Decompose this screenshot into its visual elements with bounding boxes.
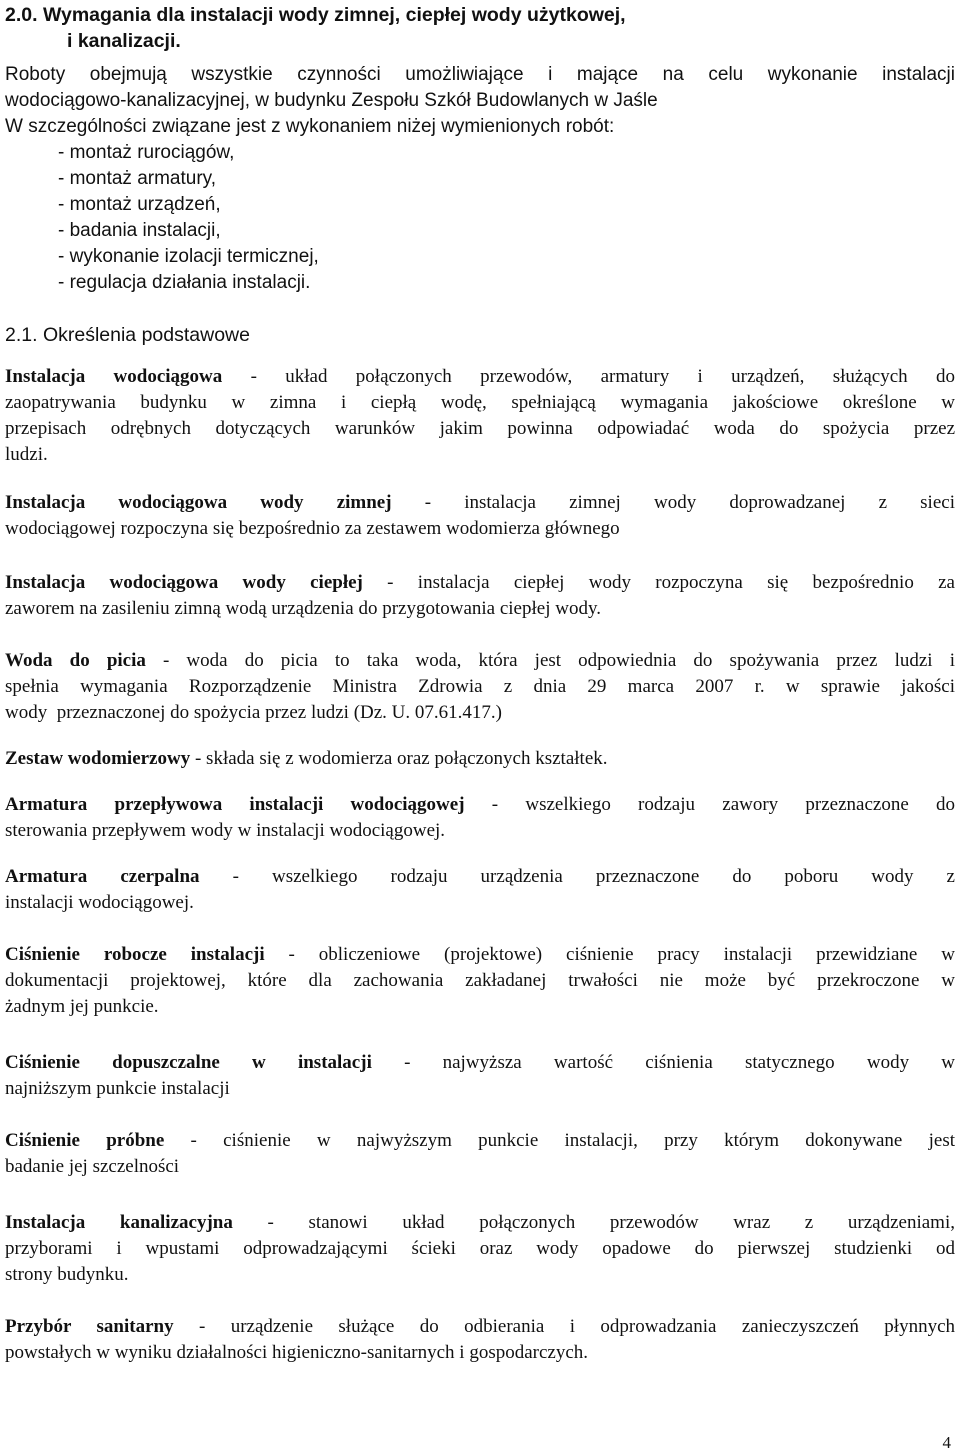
definition-paragraph [5,364,955,468]
definition-line [5,1050,955,1076]
definition-line [5,570,955,596]
definition-line [5,1076,955,1102]
definition-line [5,968,955,994]
works-list-item: - montaż urządzeń, [58,192,955,218]
document-page [5,0,955,1366]
definition-text: instalacji wodociągowej. [5,892,194,913]
definition-line [5,890,955,916]
definition-line [5,792,955,818]
definition-line [5,490,955,516]
definition-line [5,416,955,442]
definition-text: - urządzenie służące do odbierania i odprowadzania zanieczyszczeń płynnych [173,1316,956,1337]
definition-line [5,994,955,1020]
definition-line [5,700,955,726]
definition-line [5,1236,955,1262]
definition-line [5,1262,955,1288]
intro-line: wodociągowo-kanalizacyjnej, w budynku Zespołu Szkół Budowlanych w Jaśle [5,90,658,111]
definition-paragraph [5,864,955,916]
page-number: 4 [942,1433,951,1452]
definition-line [5,674,955,700]
chapter-heading-line-2: i kanalizacji. [67,30,181,52]
definition-text: - woda do picia to taka woda, która jest odpowiednia do spożywania przez ludzi i [145,650,955,671]
definition-text: dokumentacji projektowej, które dla zachowania zakładanej trwałości nie może być przekroczone w [5,970,955,991]
definition-line [5,1314,955,1340]
definition-text: ludzi. [5,444,48,465]
definition-line [5,516,955,542]
definition-paragraph [5,1128,955,1180]
definition-text: - układ połączonych przewodów, armatury i urządzeń, służących do [222,366,955,387]
definition-term: Instalacja wodociągowa wody zimnej [5,492,392,513]
definition-text: spełnia wymagania Rozporządzenie Ministra Zdrowia z dnia 29 marca 2007 r. w sprawie jakości [5,676,955,697]
definition-paragraph [5,792,955,844]
definition-text: badanie jej szczelności [5,1156,180,1177]
definition-term: Armatura czerpalna [5,866,200,887]
definition-line [5,864,955,890]
intro-paragraph [5,62,955,140]
section-title [5,322,955,348]
definition-paragraph [5,648,955,726]
definition-text: - wszelkiego rodzaju zawory przeznaczone do [464,794,955,815]
works-list-item: - montaż rurociągów, [58,140,955,166]
definition-paragraph [5,942,955,1020]
definition-line [5,1128,955,1154]
definition-line [5,648,955,674]
definition-text: wodociągowej rozpoczyna się bezpośrednio za zestawem wodomierza głównego [5,518,620,539]
definition-text: zaopatrywania budynku w zimna i ciepłą wodę, spełniającą wymagania jakościowe określone w [5,392,955,413]
definition-line [5,1210,955,1236]
definition-line [5,390,955,416]
definition-term: Zestaw wodomierzowy [5,748,191,769]
definition-paragraph [5,1210,955,1288]
intro-line: W szczególności związane jest z wykonaniem niżej wymienionych robót: [5,116,615,137]
definition-paragraph [5,746,955,772]
definition-term: Instalacja wodociągowa [5,366,223,387]
definition-text: - składa się z wodomierza oraz połączonych kształtek. [190,748,608,769]
definition-text: przepisach odrębnych dotyczących warunków jakim powinna odpowiadać woda do spożycia przez [5,418,955,439]
definition-term: Ciśnienie próbne [5,1130,165,1151]
definition-line [5,364,955,390]
definition-term: Przybór sanitarny [5,1316,174,1337]
definition-text: - najwyższa wartość ciśnienia statycznego wody w [371,1052,956,1073]
chapter-heading [5,0,955,54]
definition-text: - ciśnienie w najwyższym punkcie instalacji, przy którym dokonywane jest [164,1130,955,1151]
definition-line [5,1154,955,1180]
works-list-item: - montaż armatury, [58,166,955,192]
definition-text: najniższym punkcie instalacji [5,1078,230,1099]
definition-text: wody przeznaczonej do spożycia przez ludzi (Dz. U. 07.61.417.) [5,702,502,723]
definitions-list [5,364,955,1366]
definition-text: - instalacja zimnej wody doprowadzanej z sieci [391,492,955,513]
definition-text: sterowania przepływem wody w instalacji wodociągowej. [5,820,446,841]
definition-paragraph [5,1314,955,1366]
definition-text: - wszelkiego rodzaju urządzenia przeznaczone do poboru wody z [199,866,955,887]
definition-text: - instalacja ciepłej wody rozpoczyna się bezpośrednio za [362,572,955,593]
definition-text: - stanowi układ połączonych przewodów wraz z urządzeniami, [232,1212,955,1233]
definition-text: przyborami i wpustami odprowadzającymi ścieki oraz wody opadowe do pierwszej studzienki od [5,1238,955,1259]
definition-term: Armatura przepływowa instalacji wodociągowej [5,794,465,815]
definition-line [5,746,955,772]
definition-line [5,1340,955,1366]
definition-text: strony budynku. [5,1264,129,1285]
definition-line [5,596,955,622]
definition-term: Ciśnienie dopuszczalne w instalacji [5,1052,372,1073]
definition-line [5,442,955,468]
definition-line [5,942,955,968]
works-list [5,140,955,296]
section-title-text: 2.1. Określenia podstawowe [5,324,250,346]
definition-line [5,818,955,844]
definition-paragraph [5,570,955,622]
definition-text: powstałych w wyniku działalności higieniczno-sanitarnych i gospodarczych. [5,1342,589,1363]
definition-text: zaworem na zasileniu zimną wodą urządzenia do przygotowania ciepłej wody. [5,598,601,619]
definition-paragraph [5,1050,955,1102]
chapter-heading-line-1: 2.0. Wymagania dla instalacji wody zimnej, ciepłej wody użytkowej, [5,4,626,26]
definition-text: żadnym jej punkcie. [5,996,159,1017]
works-list-item: - badania instalacji, [58,218,955,244]
definition-term: Woda do picia [5,650,146,671]
definition-paragraph [5,490,955,542]
definition-text: - obliczeniowe (projektowe) ciśnienie pracy instalacji przewidziane w [264,944,955,965]
definition-term: Instalacja wodociągowa wody ciepłej [5,572,363,593]
works-list-item: - wykonanie izolacji termicznej, [58,244,955,270]
works-list-item: - regulacja działania instalacji. [58,270,955,296]
definition-term: Instalacja kanalizacyjna [5,1212,233,1233]
intro-line: Roboty obejmują wszystkie czynności umożliwiające i mające na celu wykonanie instalacji [5,64,955,85]
definition-term: Ciśnienie robocze instalacji [5,944,265,965]
